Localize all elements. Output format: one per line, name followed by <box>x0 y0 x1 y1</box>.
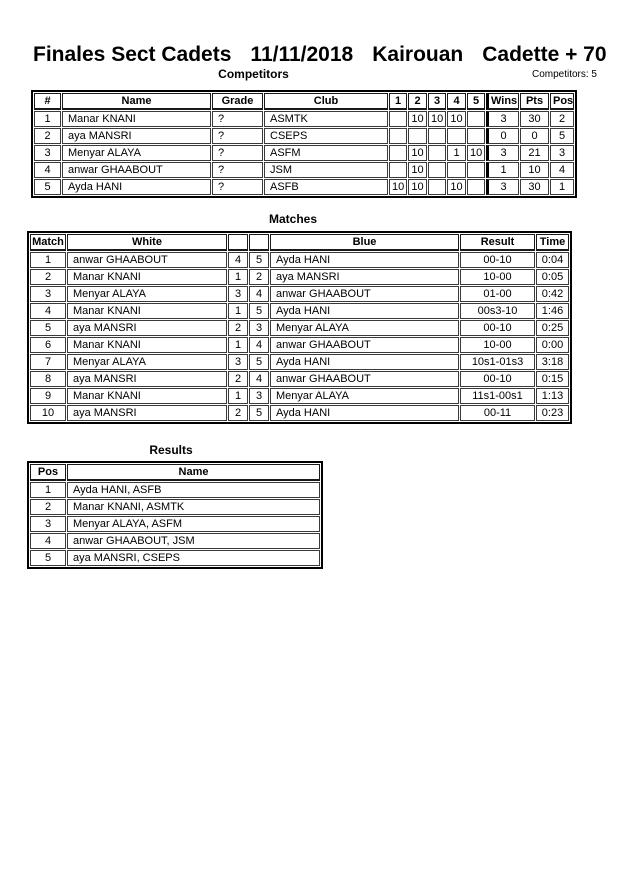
competitor-name: Manar KNANI <box>62 111 211 127</box>
competitor-wins: 0 <box>486 128 519 144</box>
score-vs-2: 10 <box>408 111 427 127</box>
score-vs-5: 10 <box>467 145 485 161</box>
white-competitor-name: Manar KNANI <box>67 303 227 319</box>
competitor-points: 21 <box>520 145 549 161</box>
blue-competitor-name: Ayda HANI <box>270 303 459 319</box>
competitor-position: 2 <box>550 111 574 127</box>
white-competitor-number: 2 <box>228 320 248 336</box>
matches-table <box>27 231 572 424</box>
competitor-wins: 3 <box>486 179 519 195</box>
result-row <box>30 550 320 566</box>
result-position: 3 <box>30 516 66 532</box>
match-row <box>30 388 569 404</box>
match-row <box>30 303 569 319</box>
match-number: 4 <box>30 303 66 319</box>
result-competitor: anwar GHAABOUT, JSM <box>67 533 320 549</box>
match-time: 0:05 <box>536 269 569 285</box>
col-header-blue-number <box>249 234 269 251</box>
match-time: 0:42 <box>536 286 569 302</box>
competitor-position: 3 <box>550 145 574 161</box>
col-header-opp2: 2 <box>408 93 427 110</box>
competitor-points: 30 <box>520 111 549 127</box>
blue-competitor-name: Menyar ALAYA <box>270 320 459 336</box>
competitor-points: 0 <box>520 128 549 144</box>
result-position: 4 <box>30 533 66 549</box>
competitor-name: Menyar ALAYA <box>62 145 211 161</box>
result-row <box>30 482 320 498</box>
col-header-opp5: 5 <box>467 93 485 110</box>
competitor-row <box>34 111 574 127</box>
blue-competitor-number: 5 <box>249 252 269 268</box>
match-time: 0:23 <box>536 405 569 421</box>
match-row <box>30 269 569 285</box>
page-title <box>33 43 607 66</box>
match-result: 00-10 <box>460 371 535 387</box>
match-time: 0:15 <box>536 371 569 387</box>
competitor-club: CSEPS <box>264 128 388 144</box>
competitor-name: anwar GHAABOUT <box>62 162 211 178</box>
score-vs-1: 10 <box>389 179 407 195</box>
white-competitor-name: anwar GHAABOUT <box>67 252 227 268</box>
competitor-club: ASMTK <box>264 111 388 127</box>
col-header-pos: Pos <box>550 93 574 110</box>
score-vs-4: 1 <box>447 145 466 161</box>
score-vs-3 <box>428 162 446 178</box>
col-header-time: Time <box>536 234 569 251</box>
score-vs-3 <box>428 145 446 161</box>
score-vs-3 <box>428 179 446 195</box>
col-header-name: Name <box>62 93 211 110</box>
match-number: 3 <box>30 286 66 302</box>
competitors-count: Competitors: 5 <box>531 69 597 80</box>
blue-competitor-number: 4 <box>249 371 269 387</box>
match-result: 10-00 <box>460 337 535 353</box>
competitor-position: 5 <box>550 128 574 144</box>
result-row <box>30 516 320 532</box>
score-vs-1 <box>389 145 407 161</box>
competitor-position: 1 <box>550 179 574 195</box>
matches-header-row <box>30 234 569 251</box>
match-row <box>30 405 569 421</box>
match-row <box>30 286 569 302</box>
matches-section-title: Matches <box>268 212 318 226</box>
white-competitor-name: aya MANSRI <box>67 320 227 336</box>
competitor-row <box>34 162 574 178</box>
competitors-header-row <box>34 93 574 110</box>
blue-competitor-number: 5 <box>249 405 269 421</box>
blue-competitor-number: 5 <box>249 303 269 319</box>
white-competitor-name: Manar KNANI <box>67 388 227 404</box>
score-vs-4: 10 <box>447 179 466 195</box>
match-result: 00-10 <box>460 320 535 336</box>
competitor-number: 5 <box>34 179 61 195</box>
match-number: 2 <box>30 269 66 285</box>
competitor-position: 4 <box>550 162 574 178</box>
blue-competitor-name: Ayda HANI <box>270 252 459 268</box>
score-vs-4: 10 <box>447 111 466 127</box>
competitor-number: 4 <box>34 162 61 178</box>
white-competitor-number: 3 <box>228 354 248 370</box>
col-header-match: Match <box>30 234 66 251</box>
score-vs-2: 10 <box>408 162 427 178</box>
col-header-grade: Grade <box>212 93 263 110</box>
title-event: Finales Sect Cadets <box>33 43 232 66</box>
competitors-section-title: Competitors <box>218 67 289 81</box>
blue-competitor-number: 3 <box>249 320 269 336</box>
score-vs-4 <box>447 162 466 178</box>
competitor-grade: ? <box>212 162 263 178</box>
score-vs-1 <box>389 128 407 144</box>
match-time: 0:25 <box>536 320 569 336</box>
score-vs-1 <box>389 162 407 178</box>
blue-competitor-number: 4 <box>249 286 269 302</box>
competitor-wins: 3 <box>486 145 519 161</box>
result-position: 5 <box>30 550 66 566</box>
match-time: 1:46 <box>536 303 569 319</box>
results-section-title: Results <box>149 443 193 457</box>
match-result: 10-00 <box>460 269 535 285</box>
col-header-result-name: Name <box>67 464 320 481</box>
competitors-table <box>31 90 577 198</box>
blue-competitor-name: anwar GHAABOUT <box>270 371 459 387</box>
blue-competitor-name: Ayda HANI <box>270 354 459 370</box>
competitor-number: 2 <box>34 128 61 144</box>
white-competitor-number: 4 <box>228 252 248 268</box>
score-vs-5 <box>467 111 485 127</box>
match-row <box>30 320 569 336</box>
result-competitor: Ayda HANI, ASFB <box>67 482 320 498</box>
blue-competitor-number: 4 <box>249 337 269 353</box>
score-vs-5 <box>467 162 485 178</box>
score-vs-2: 10 <box>408 145 427 161</box>
match-number: 1 <box>30 252 66 268</box>
score-vs-3 <box>428 128 446 144</box>
match-time: 0:00 <box>536 337 569 353</box>
competitor-row <box>34 128 574 144</box>
white-competitor-number: 3 <box>228 286 248 302</box>
col-header-opp1: 1 <box>389 93 407 110</box>
match-result: 00-11 <box>460 405 535 421</box>
blue-competitor-number: 2 <box>249 269 269 285</box>
result-position: 2 <box>30 499 66 515</box>
competitor-grade: ? <box>212 111 263 127</box>
blue-competitor-name: Ayda HANI <box>270 405 459 421</box>
white-competitor-number: 1 <box>228 388 248 404</box>
competitor-wins: 3 <box>486 111 519 127</box>
col-header-white-number <box>228 234 248 251</box>
score-vs-5 <box>467 128 485 144</box>
result-competitor: Manar KNANI, ASMTK <box>67 499 320 515</box>
white-competitor-name: Manar KNANI <box>67 269 227 285</box>
white-competitor-number: 1 <box>228 337 248 353</box>
title-location: Kairouan <box>372 43 464 66</box>
match-result: 01-00 <box>460 286 535 302</box>
col-header-opp4: 4 <box>447 93 466 110</box>
competitor-grade: ? <box>212 179 263 195</box>
title-category: Cadette + 70 <box>482 43 607 66</box>
white-competitor-number: 2 <box>228 371 248 387</box>
match-result: 11s1-00s1 <box>460 388 535 404</box>
match-number: 7 <box>30 354 66 370</box>
match-time: 3:18 <box>536 354 569 370</box>
match-result: 00s3-10 <box>460 303 535 319</box>
match-time: 0:04 <box>536 252 569 268</box>
blue-competitor-name: anwar GHAABOUT <box>270 337 459 353</box>
col-header-wins: Wins <box>486 93 519 110</box>
result-row <box>30 499 320 515</box>
result-competitor: Menyar ALAYA, ASFM <box>67 516 320 532</box>
competitor-points: 30 <box>520 179 549 195</box>
match-result: 00-10 <box>460 252 535 268</box>
col-header-result-pos: Pos <box>30 464 66 481</box>
score-vs-1 <box>389 111 407 127</box>
blue-competitor-name: Menyar ALAYA <box>270 388 459 404</box>
white-competitor-name: aya MANSRI <box>67 371 227 387</box>
white-competitor-number: 2 <box>228 405 248 421</box>
score-vs-2 <box>408 128 427 144</box>
col-header-pts: Pts <box>520 93 549 110</box>
results-table <box>27 461 323 569</box>
match-number: 6 <box>30 337 66 353</box>
blue-competitor-number: 3 <box>249 388 269 404</box>
white-competitor-name: Menyar ALAYA <box>67 354 227 370</box>
match-number: 9 <box>30 388 66 404</box>
col-header-blue: Blue <box>270 234 459 251</box>
match-result: 10s1-01s3 <box>460 354 535 370</box>
competitor-name: aya MANSRI <box>62 128 211 144</box>
white-competitor-name: Menyar ALAYA <box>67 286 227 302</box>
match-number: 10 <box>30 405 66 421</box>
competitor-number: 1 <box>34 111 61 127</box>
col-header-club: Club <box>264 93 388 110</box>
col-header-result: Result <box>460 234 535 251</box>
blue-competitor-name: anwar GHAABOUT <box>270 286 459 302</box>
match-time: 1:13 <box>536 388 569 404</box>
result-position: 1 <box>30 482 66 498</box>
score-vs-2: 10 <box>408 179 427 195</box>
competitor-club: ASFB <box>264 179 388 195</box>
competitor-name: Ayda HANI <box>62 179 211 195</box>
competitor-grade: ? <box>212 128 263 144</box>
match-row <box>30 337 569 353</box>
competitor-grade: ? <box>212 145 263 161</box>
result-row <box>30 533 320 549</box>
score-vs-3: 10 <box>428 111 446 127</box>
match-row <box>30 371 569 387</box>
match-number: 5 <box>30 320 66 336</box>
competitor-wins: 1 <box>486 162 519 178</box>
title-date: 11/11/2018 <box>250 43 354 66</box>
blue-competitor-number: 5 <box>249 354 269 370</box>
col-header-opp3: 3 <box>428 93 446 110</box>
white-competitor-name: Manar KNANI <box>67 337 227 353</box>
score-vs-4 <box>447 128 466 144</box>
match-row <box>30 354 569 370</box>
competitor-row <box>34 145 574 161</box>
white-competitor-number: 1 <box>228 269 248 285</box>
competitor-club: JSM <box>264 162 388 178</box>
col-header-white: White <box>67 234 227 251</box>
competitor-row <box>34 179 574 195</box>
score-vs-5 <box>467 179 485 195</box>
result-competitor: aya MANSRI, CSEPS <box>67 550 320 566</box>
match-row <box>30 252 569 268</box>
competitor-points: 10 <box>520 162 549 178</box>
white-competitor-name: aya MANSRI <box>67 405 227 421</box>
col-header-number: # <box>34 93 61 110</box>
match-number: 8 <box>30 371 66 387</box>
blue-competitor-name: aya MANSRI <box>270 269 459 285</box>
competitor-club: ASFM <box>264 145 388 161</box>
competitor-number: 3 <box>34 145 61 161</box>
white-competitor-number: 1 <box>228 303 248 319</box>
results-header-row <box>30 464 320 481</box>
